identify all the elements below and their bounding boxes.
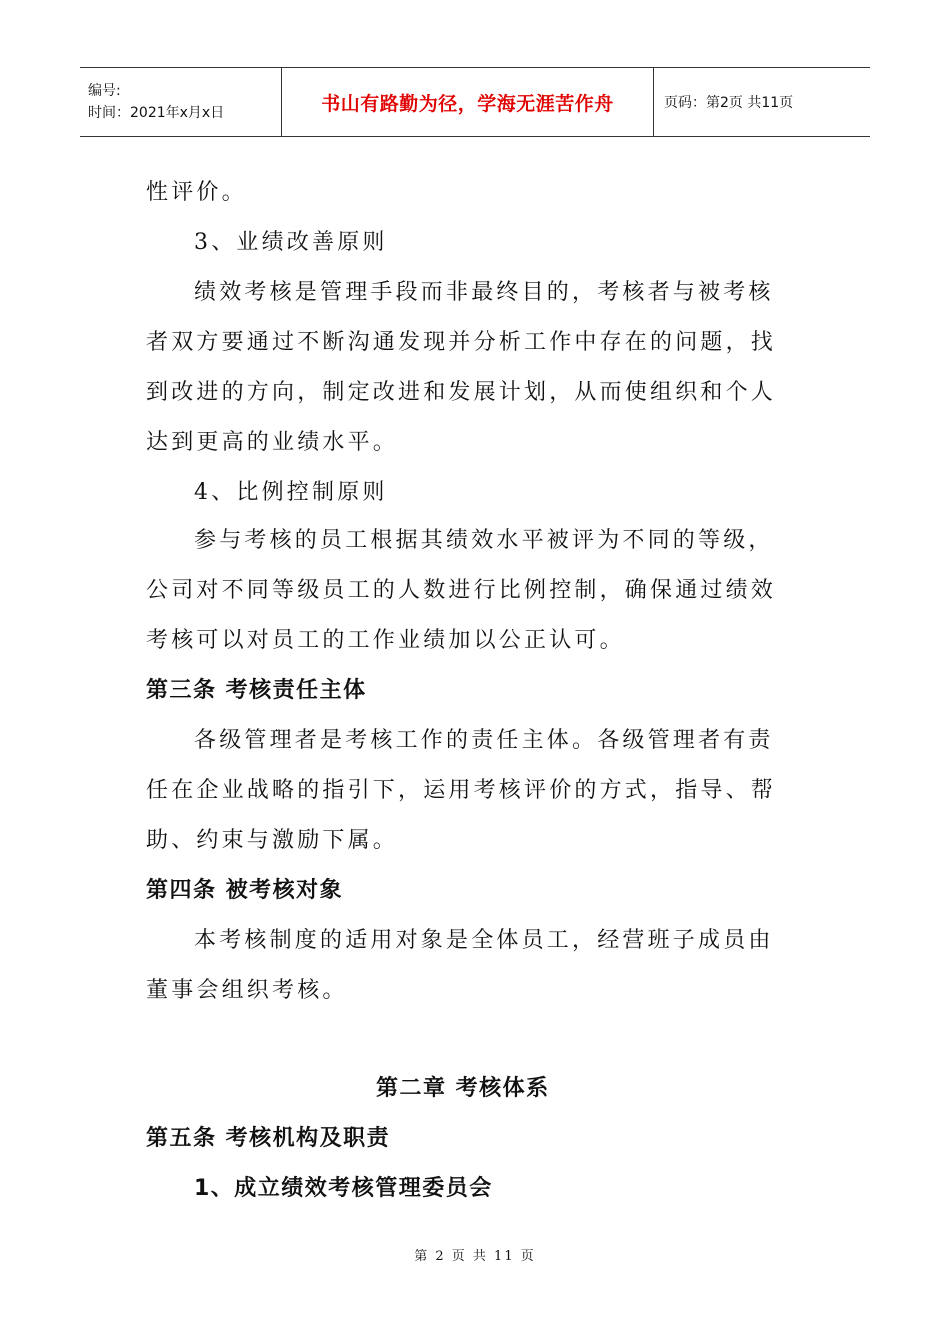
paragraph-line: 公司对不同等级员工的人数进行比例控制，确保通过绩效: [146, 578, 777, 603]
section-heading: 4、比例控制原则: [194, 480, 388, 505]
page-info-text: 页码：第2页 共11页: [664, 95, 794, 111]
paragraph-line: 到改进的方向，制定改进和发展计划，从而使组织和个人: [146, 380, 777, 405]
paragraph-line: 本考核制度的适用对象是全体员工，经营班子成员由: [194, 928, 774, 953]
paragraph-line: 绩效考核是管理手段而非最终目的，考核者与被考核: [194, 280, 774, 305]
number-label: 编号:: [88, 83, 121, 99]
paragraph-line: 助、约束与激励下属。: [146, 828, 399, 853]
motto-text: 书山有路勤为径，学海无涯苦作舟: [321, 92, 614, 115]
page-footer: 第 2 页 共 11 页: [414, 1249, 536, 1264]
paragraph-line: 性评价。: [146, 180, 247, 205]
document-header: [80, 67, 870, 137]
time-label: 时间：2021年x月x日: [88, 105, 225, 121]
article-title: 第五条 考核机构及职责: [146, 1126, 391, 1151]
header-page-info: [654, 68, 870, 136]
paragraph-line: 各级管理者是考核工作的责任主体。各级管理者有责: [194, 728, 774, 753]
paragraph-line: 达到更高的业绩水平。: [146, 430, 399, 455]
paragraph-line: 任在企业战略的指引下，运用考核评价的方式，指导、帮: [146, 778, 777, 803]
header-meta: [80, 68, 282, 136]
paragraph-line: 参与考核的员工根据其绩效水平被评为不同的等级，: [194, 528, 774, 553]
section-heading: 3、业绩改善原则: [194, 230, 388, 255]
article-title: 第三条 考核责任主体: [146, 678, 367, 703]
paragraph-line: 考核可以对员工的工作业绩加以公正认可。: [146, 628, 625, 653]
paragraph-line: 者双方要通过不断沟通发现并分析工作中存在的问题，找: [146, 330, 777, 355]
paragraph-line: 董事会组织考核。: [146, 978, 348, 1003]
article-title: 第四条 被考核对象: [146, 878, 344, 903]
subsection-title: 1、成立绩效考核管理委员会: [194, 1176, 493, 1201]
header-motto: [282, 68, 654, 136]
chapter-title: 第二章 考核体系: [376, 1076, 550, 1101]
